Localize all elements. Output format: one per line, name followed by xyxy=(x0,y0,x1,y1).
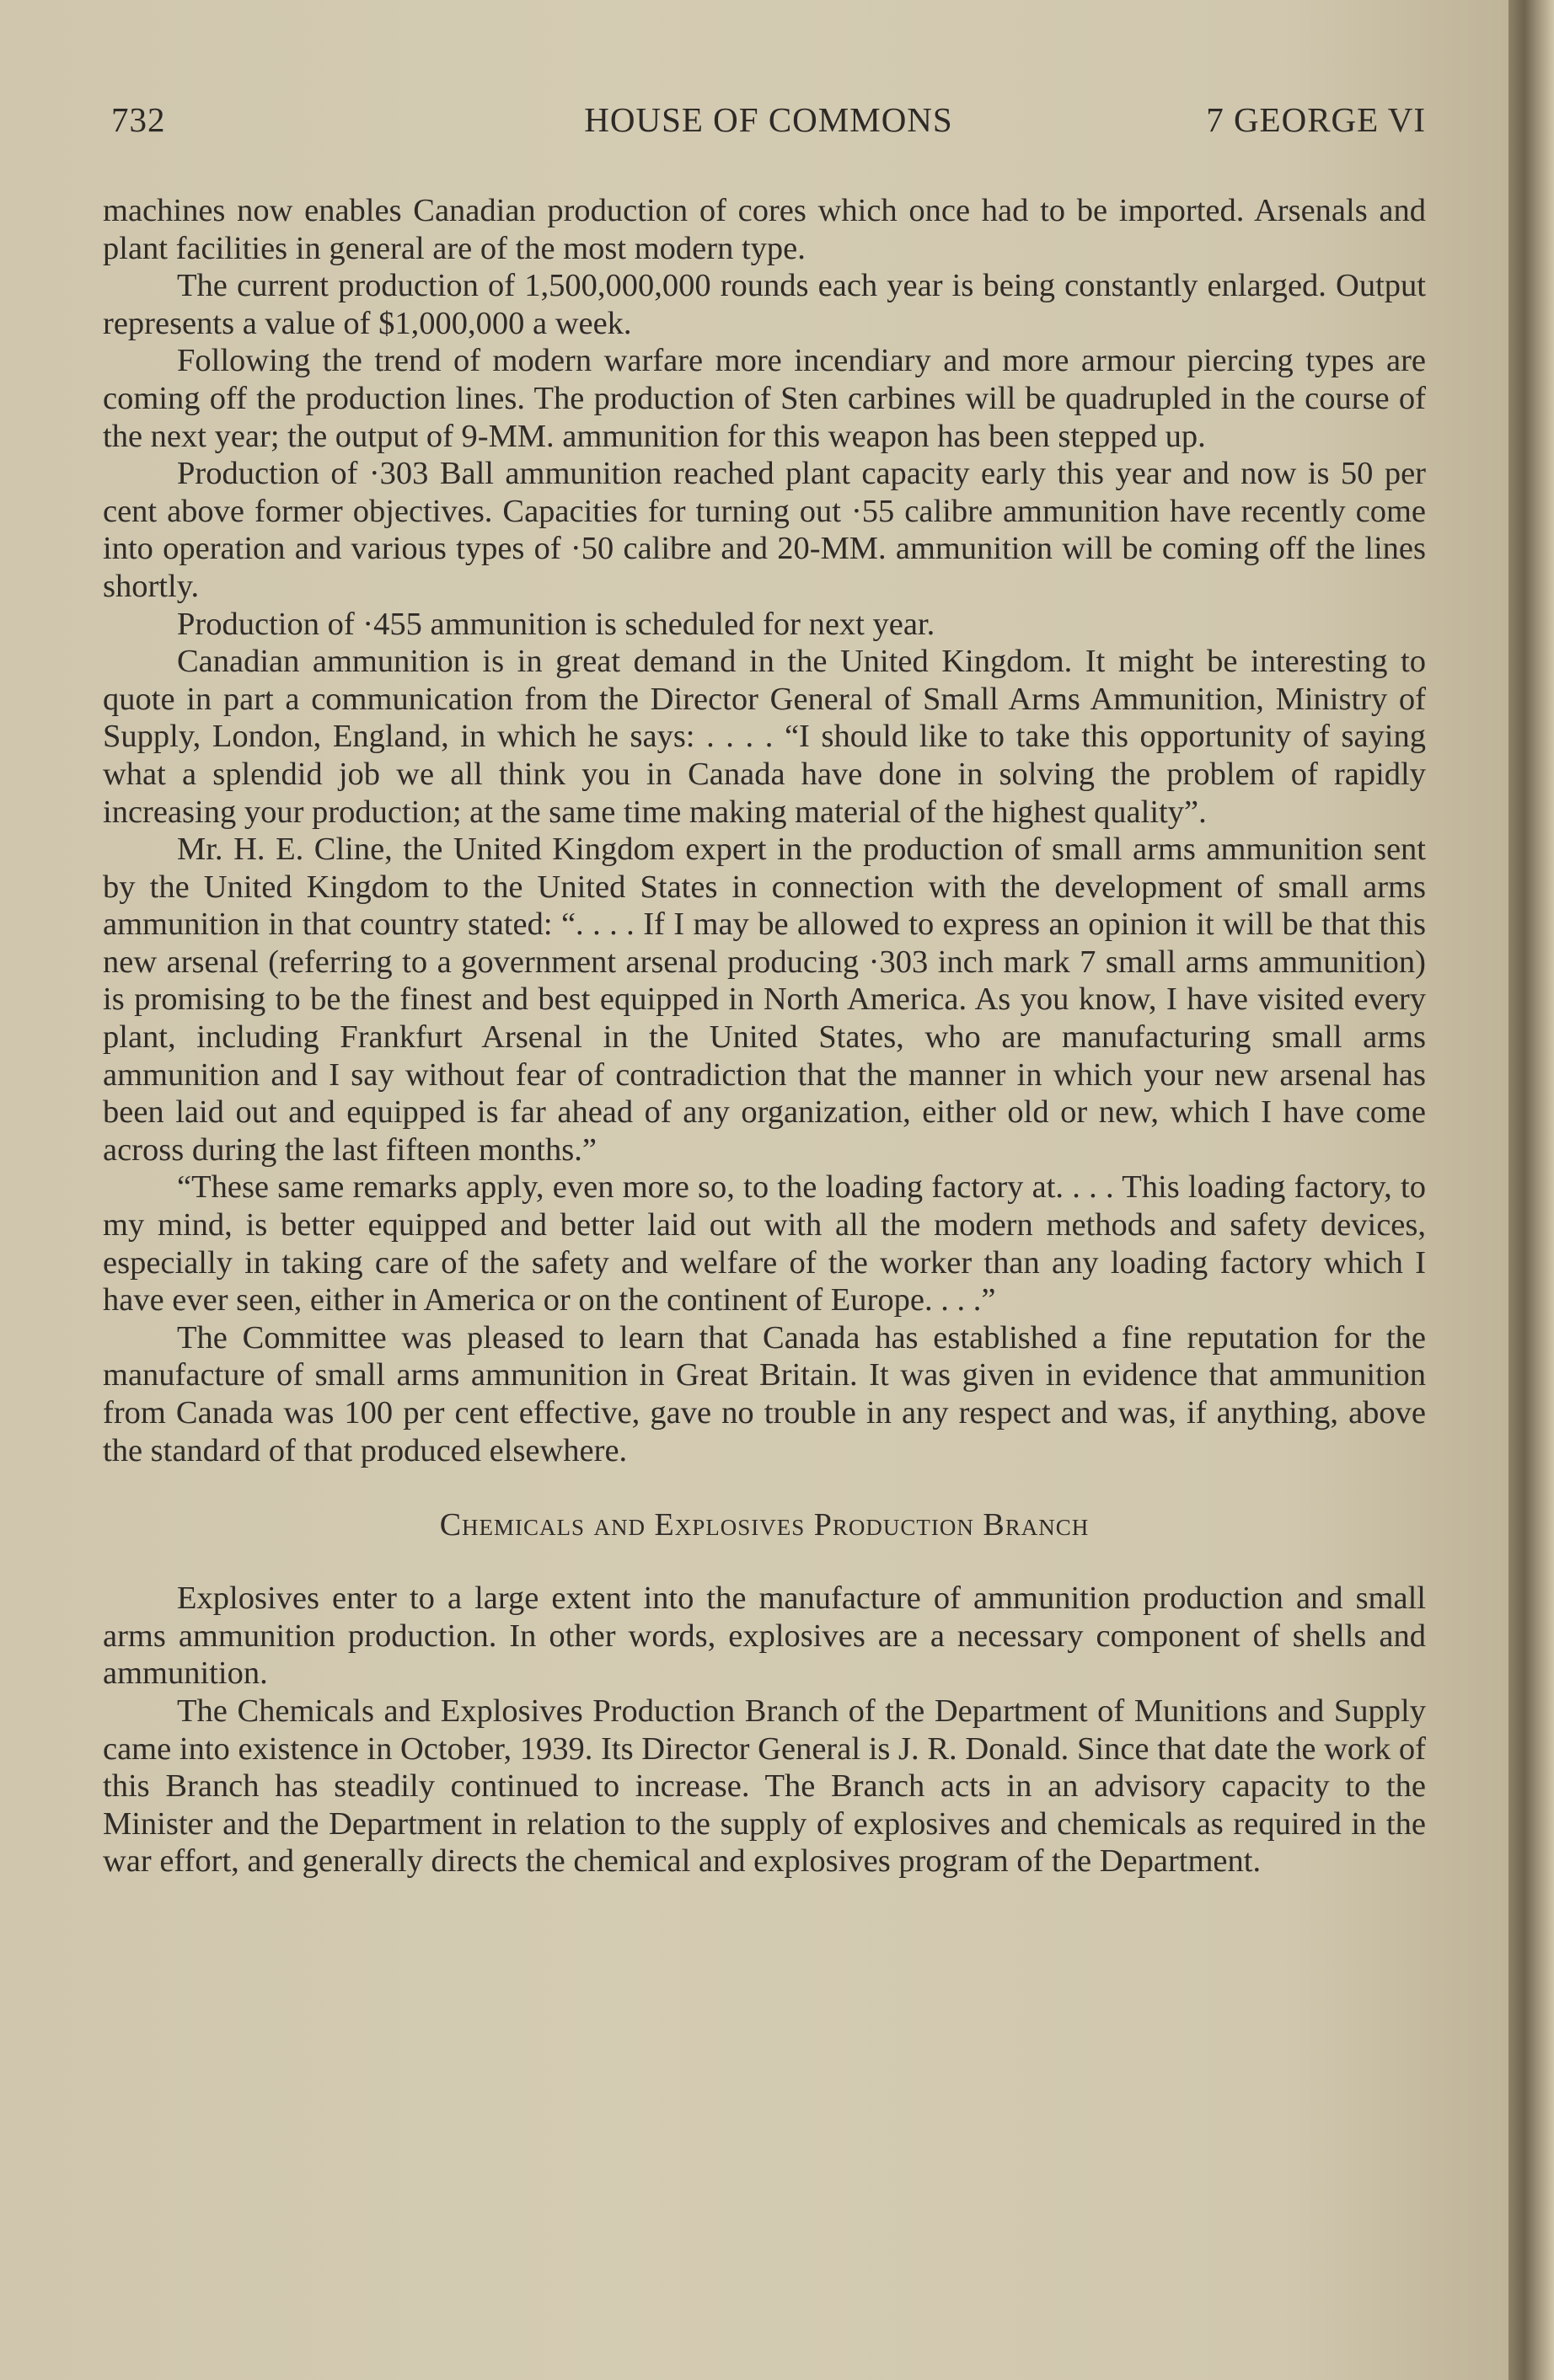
paragraph: Explosives enter to a large extent into the manufacture of ammunition production and small arms ammunition production. In other words, explosives are a necessary component of shells and ammunition. xyxy=(103,1580,1426,1692)
section-heading: Chemicals and Explosives Production Branch xyxy=(439,1507,1090,1543)
page-header xyxy=(111,99,1426,150)
paragraph: The Chemicals and Explosives Production Branch of the Department of Munitions and Supply came into existence in October, 1939. Its Director General is J. R. Donald. Since that date the work of this Branch has steadily continued to increase. The Branch acts in an advisory capacity to the Minister and the Department in relation to the supply of explosives and chemicals as required in the war effort, and generally directs the chemical and explosives program of the Department. xyxy=(103,1693,1426,1880)
session-label: 7 GEORGE VI xyxy=(1206,100,1426,139)
page-title: HOUSE OF COMMONS xyxy=(584,100,953,139)
paragraph: Canadian ammunition is in great demand in the United Kingdom. It might be interesting to quote in part a communication from the Director General of Small Arms Ammunition, Ministry of Supply, London, England, in which he says: . . . . “I should like to take this opportunity of saying what a splendid job we all think you in Canada have done in solving the problem of rapidly increasing your production; at the same time making material of the highest quality”. xyxy=(103,644,1426,830)
body-text xyxy=(103,192,1426,1880)
paragraph: The Committee was pleased to learn that Canada has established a fine reputation for the manufacture of small arms ammunition in Great Britain. It was given in evidence that ammunition from Canada was 100 per cent effective, gave no trouble in any respect and was, if anything, above the standard of that produced elsewhere. xyxy=(103,1319,1426,1468)
paragraph: Following the trend of modern warfare more incendiary and more armour piercing types are coming off the production lines. The production of Sten carbines will be quadrupled in the course of the next year; the output of 9-MM. ammunition for this weapon has been stepped up. xyxy=(103,343,1426,454)
page-number: 732 xyxy=(111,100,166,139)
paragraph: “These same remarks apply, even more so, to the loading factory at. . . . This loading factory, to my mind, is better equipped and better laid out with all the modern methods and safety devices, especially in taking care of the safety and welfare of the worker than any loading factory which I have ever seen, either in America or on the continent of Europe. . . .” xyxy=(103,1169,1426,1318)
paragraph: machines now enables Canadian production of cores which once had to be imported. Arsenals and plant facilities in general are of the most modern type. xyxy=(103,193,1426,266)
paragraph: Production of ·455 ammunition is scheduled for next year. xyxy=(177,606,935,642)
paragraph: The current production of 1,500,000,000 rounds each year is being constantly enlarged. Output represents a value of $1,000,000 a week. xyxy=(103,268,1426,341)
page-edge xyxy=(1508,0,1554,2380)
paragraph: Production of ·303 Ball ammunition reached plant capacity early this year and now is 50 per cent above former objectives. Capacities for turning out ·55 calibre ammunition have recently come into operation and various types of ·50 calibre and 20-MM. ammunition will be coming off the lines shortly. xyxy=(103,456,1426,604)
paragraph: Mr. H. E. Cline, the United Kingdom expert in the production of small arms ammunition sent by the United Kingdom to the United States in connection with the development of small arms ammunition in that country stated: “. . . . If I may be allowed to express an opinion it will be that this new arsenal (referring to a government arsenal producing ·303 inch mark 7 small arms ammunition) is promising to be the finest and best equipped in North America. As you know, I have visited every plant, including Frankfurt Arsenal in the United States, who are manufacturing small arms ammunition and I say without fear of contradiction that the manner in which your new arsenal has been laid out and equipped is far ahead of any organization, either old or new, which I have come across during the last fifteen months.” xyxy=(103,832,1426,1168)
